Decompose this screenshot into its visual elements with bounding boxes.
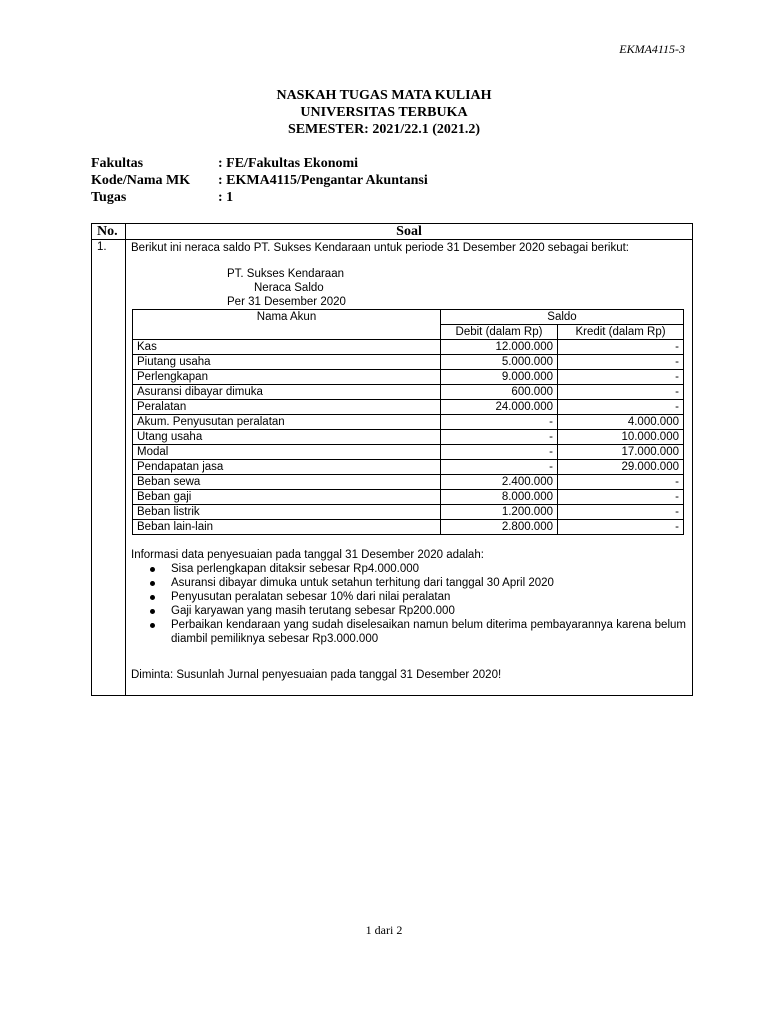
table-row bbox=[133, 460, 684, 475]
cell-debit: 8.000.000 bbox=[441, 490, 558, 505]
cell-credit: 4.000.000 bbox=[558, 415, 684, 430]
column-header-no: No. bbox=[92, 224, 126, 240]
cell-account: Utang usaha bbox=[133, 430, 441, 445]
table-row bbox=[133, 490, 684, 505]
table-row bbox=[133, 430, 684, 445]
cell-account: Peralatan bbox=[133, 400, 441, 415]
document-title bbox=[0, 87, 768, 138]
cell-account: Asuransi dibayar dimuka bbox=[133, 385, 441, 400]
cell-debit: - bbox=[441, 415, 558, 430]
cell-account: Piutang usaha bbox=[133, 355, 441, 370]
cell-credit: - bbox=[558, 370, 684, 385]
cell-debit: 2.800.000 bbox=[441, 520, 558, 535]
adjustment-info-list bbox=[131, 562, 686, 646]
question-body bbox=[126, 240, 693, 696]
cell-credit: - bbox=[558, 340, 684, 355]
trial-balance-table bbox=[132, 309, 684, 535]
table-row bbox=[133, 385, 684, 400]
meta-label: Tugas bbox=[91, 190, 127, 205]
meta-label: Kode/Nama MK bbox=[91, 173, 191, 188]
assignment-table bbox=[91, 223, 693, 696]
cell-credit: - bbox=[558, 400, 684, 415]
cell-debit: 9.000.000 bbox=[441, 370, 558, 385]
cell-debit: 600.000 bbox=[441, 385, 558, 400]
cell-account: Pendapatan jasa bbox=[133, 460, 441, 475]
document-code: EKMA4115-3 bbox=[619, 42, 685, 56]
cell-account: Beban sewa bbox=[133, 475, 441, 490]
cell-credit: - bbox=[558, 475, 684, 490]
title-line: NASKAH TUGAS MATA KULIAH bbox=[276, 88, 492, 103]
table-row bbox=[133, 355, 684, 370]
list-item: Gaji karyawan yang masih terutang sebesar Rp200.000 bbox=[171, 604, 686, 618]
table-row bbox=[133, 415, 684, 430]
cell-debit: - bbox=[441, 430, 558, 445]
table-row bbox=[133, 505, 684, 520]
company-name: PT. Sukses Kendaraan bbox=[227, 268, 344, 280]
table-row bbox=[133, 445, 684, 460]
page-number: 1 dari 2 bbox=[365, 923, 403, 937]
header-account: Nama Akun bbox=[133, 310, 441, 340]
cell-debit: 12.000.000 bbox=[441, 340, 558, 355]
table-row bbox=[133, 370, 684, 385]
cell-credit: 17.000.000 bbox=[558, 445, 684, 460]
cell-debit: - bbox=[441, 460, 558, 475]
cell-account: Beban lain-lain bbox=[133, 520, 441, 535]
statement-heading bbox=[227, 267, 686, 309]
column-header-soal: Soal bbox=[126, 224, 693, 240]
list-item: Penyusutan peralatan sebesar 10% dari nilai peralatan bbox=[171, 590, 686, 604]
list-item: Asuransi dibayar dimuka untuk setahun terhitung dari tanggal 30 April 2020 bbox=[171, 576, 686, 590]
cell-credit: - bbox=[558, 490, 684, 505]
cell-account: Kas bbox=[133, 340, 441, 355]
meta-value: : FE/Fakultas Ekonomi bbox=[218, 156, 359, 171]
list-item: Sisa perlengkapan ditaksir sebesar Rp4.000.000 bbox=[171, 562, 686, 576]
cell-debit: 1.200.000 bbox=[441, 505, 558, 520]
table-row bbox=[133, 400, 684, 415]
cell-credit: 10.000.000 bbox=[558, 430, 684, 445]
cell-account: Beban gaji bbox=[133, 490, 441, 505]
instruction: Diminta: Susunlah Jurnal penyesuaian pada tanggal 31 Desember 2020! bbox=[131, 669, 502, 681]
cell-credit: 29.000.000 bbox=[558, 460, 684, 475]
meta-row-faculty bbox=[91, 155, 428, 172]
cell-credit: - bbox=[558, 355, 684, 370]
cell-debit: 24.000.000 bbox=[441, 400, 558, 415]
cell-debit: - bbox=[441, 445, 558, 460]
meta-row-course bbox=[91, 172, 428, 189]
trial-balance-rows bbox=[133, 340, 684, 535]
question-number: 1. bbox=[92, 240, 126, 696]
meta-value: : EKMA4115/Pengantar Akuntansi bbox=[218, 173, 428, 188]
table-row bbox=[133, 475, 684, 490]
course-info bbox=[91, 155, 428, 206]
table-row bbox=[133, 340, 684, 355]
question-intro: Berikut ini neraca saldo PT. Sukses Kendaraan untuk periode 31 Desember 2020 sebagai berikut: bbox=[131, 242, 629, 254]
cell-debit: 5.000.000 bbox=[441, 355, 558, 370]
header-debit: Debit (dalam Rp) bbox=[441, 325, 558, 340]
cell-account: Beban listrik bbox=[133, 505, 441, 520]
cell-credit: - bbox=[558, 385, 684, 400]
meta-label: Fakultas bbox=[91, 156, 144, 171]
cell-account: Perlengkapan bbox=[133, 370, 441, 385]
meta-row-assignment bbox=[91, 189, 428, 206]
header-credit: Kredit (dalam Rp) bbox=[558, 325, 684, 340]
adjustment-info-heading: Informasi data penyesuaian pada tanggal 31 Desember 2020 adalah: bbox=[131, 549, 484, 561]
title-line: UNIVERSITAS TERBUKA bbox=[300, 105, 468, 120]
header-saldo: Saldo bbox=[441, 310, 684, 325]
title-line: SEMESTER: 2021/22.1 (2021.2) bbox=[287, 122, 481, 137]
list-item: Perbaikan kendaraan yang sudah diselesaikan namun belum diterima pembayarannya karena belum diambil pemiliknya sebesar Rp3.000.000 bbox=[171, 619, 686, 645]
cell-credit: - bbox=[558, 520, 684, 535]
cell-credit: - bbox=[558, 505, 684, 520]
cell-account: Akum. Penyusutan peralatan bbox=[133, 415, 441, 430]
table-row bbox=[133, 520, 684, 535]
statement-name: Neraca Saldo bbox=[254, 282, 324, 294]
meta-value: : 1 bbox=[218, 190, 234, 205]
statement-date: Per 31 Desember 2020 bbox=[227, 296, 346, 308]
cell-account: Modal bbox=[133, 445, 441, 460]
cell-debit: 2.400.000 bbox=[441, 475, 558, 490]
